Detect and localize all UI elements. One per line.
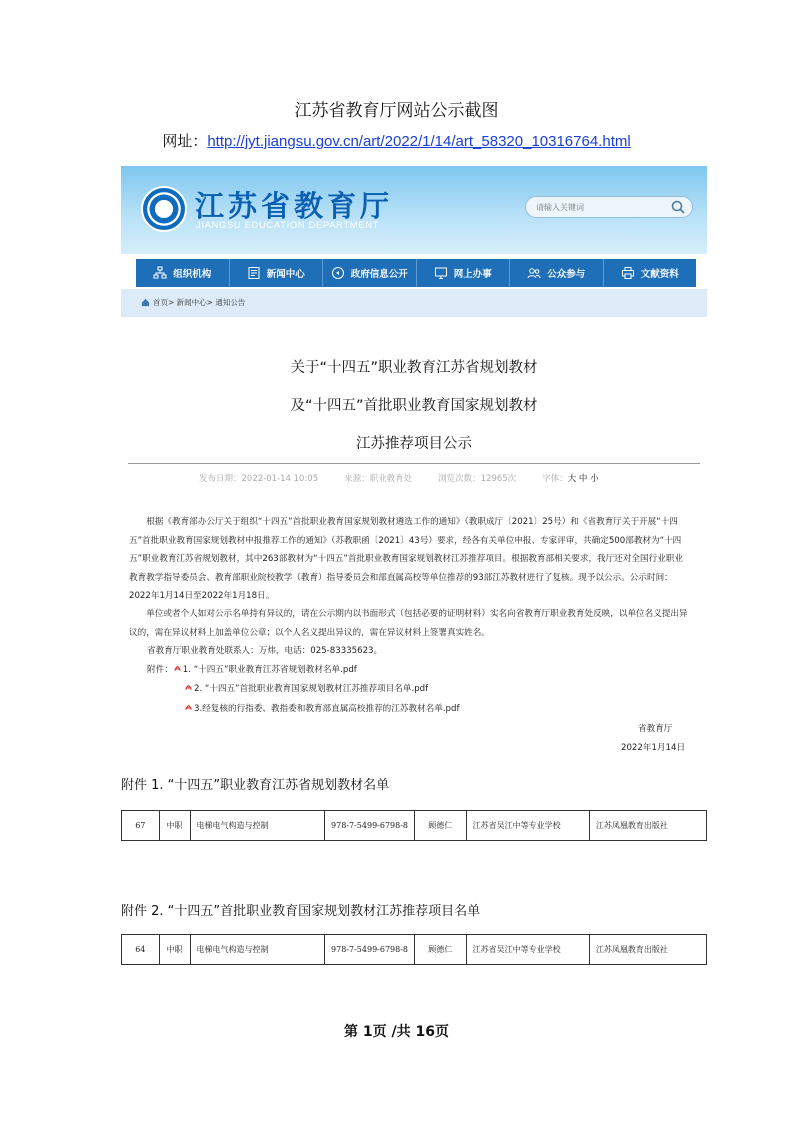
cell-index: 67 xyxy=(122,811,160,841)
nav-public[interactable] xyxy=(510,259,604,287)
table-1-crop xyxy=(121,810,707,842)
table-row xyxy=(122,811,707,841)
document-title: 江苏省教育厅网站公示截图 xyxy=(294,101,499,121)
signature: 省教育厅 xyxy=(638,724,673,734)
breadcrumb xyxy=(141,297,245,308)
cell-level: 中职 xyxy=(159,935,190,965)
attachment-row-1 xyxy=(147,663,357,675)
section-2-title: 附件 2. “十四五”首批职业教育国家规划教材江苏推荐项目名单 xyxy=(121,904,481,919)
search-input[interactable] xyxy=(536,200,656,214)
nav-info[interactable] xyxy=(323,259,417,287)
nav-info-label: 政府信息公开 xyxy=(350,269,408,280)
contact-line: 省教育厅职业教育处联系人：万炜，电话：025-83335623。 xyxy=(147,646,383,656)
attachment-link-3[interactable]: 3.经复核的行指委、教指委和教育部直属高校推荐的江苏教材名单.pdf xyxy=(194,704,460,714)
page-footer: 第 1页 /共 16页 xyxy=(344,1024,449,1040)
site-name-en: JIANGSU EDUCATION DEPARTMENT xyxy=(196,220,380,231)
cell-publisher: 江苏凤凰教育出版社 xyxy=(589,935,706,965)
cell-level: 中职 xyxy=(159,811,190,841)
attachment-link-1[interactable]: 1. “十四五”职业教育江苏省规划教材名单.pdf xyxy=(182,665,357,675)
title-divider xyxy=(128,463,700,464)
cell-isbn: 978-7-5499-6798-8 xyxy=(325,811,415,841)
url-label: 网址： xyxy=(162,132,208,150)
cell-book-title: 电梯电气构造与控制 xyxy=(190,935,325,965)
cell-school: 江苏省吴江中等专业学校 xyxy=(466,935,589,965)
website-screenshot xyxy=(121,166,707,766)
table-1 xyxy=(121,810,707,841)
news-icon xyxy=(247,266,261,280)
nav-news-label: 新闻中心 xyxy=(266,269,305,280)
search-box xyxy=(525,196,693,218)
cell-author: 顾德仁 xyxy=(415,935,467,965)
font-size-label: 字体： xyxy=(542,474,568,484)
info-icon xyxy=(331,266,345,280)
attachments-label: 附件： xyxy=(147,665,173,675)
site-header xyxy=(121,166,707,254)
body-paragraph-1: 根据《教育部办公厅关于组织“十四五”首批职业教育国家规划教材遴选工作的通知》（教职成厅〔2021〕25号）和《省教育厅关于开展“十四五”首批职业教育国家规划教材申报推荐工作的通知》（苏教职函〔2021〕43号）要求，经各有关单位申报、专家评审，共确定500部教材为“十四五”职业教育江苏省规划教材，其中263部教材为“十四五”首批职业教育国家规划教材江苏推荐项目。根据教育部相关要求，我厅还对全国行业职业教育教学指导委员会、教育部职业院校教学（教育）指导委员会和部直属高校等单位推荐的93部江苏教材进行了复核。现予以公示。公示时间：2022年1月14日至2022年1月18日。 xyxy=(129,517,683,601)
nav-public-label: 公众参与 xyxy=(547,269,586,280)
cell-isbn: 978-7-5499-6798-8 xyxy=(325,935,415,965)
attachment-row-2 xyxy=(184,682,428,694)
nav-org[interactable] xyxy=(136,259,230,287)
pdf-icon xyxy=(173,663,182,673)
pdf-icon xyxy=(184,682,193,692)
section-1-title: 附件 1. “十四五”职业教育江苏省规划教材名单 xyxy=(121,778,390,793)
monitor-icon xyxy=(434,266,448,280)
cell-author: 顾德仁 xyxy=(415,811,467,841)
article-title-line-1: 关于“十四五”职业教育江苏省规划教材 xyxy=(290,360,538,376)
signature-date: 2022年1月14日 xyxy=(621,743,686,753)
cell-school: 江苏省吴江中等专业学校 xyxy=(466,811,589,841)
home-icon xyxy=(141,298,150,307)
breadcrumb-text[interactable]: 首页> 新闻中心> 通知公告 xyxy=(153,298,246,307)
article-source: 来源：职业教育处 xyxy=(344,474,413,484)
article-title-line-2: 及“十四五”首批职业教育国家规划教材 xyxy=(290,398,538,414)
nav-online[interactable] xyxy=(417,259,511,287)
body-paragraph-2: 单位或者个人如对公示名单持有异议的，请在公示期内以书面形式（包括必要的证明材料）实名向省教育厅职业教育处反映，以单位名义提出异议的，需在异议材料上加盖单位公章；以个人名义提出异议的，需在异议材料上签署真实姓名。 xyxy=(129,609,688,638)
attachment-link-2[interactable]: 2. “十四五”首批职业教育国家规划教材江苏推荐项目名单.pdf xyxy=(194,684,429,694)
printer-icon xyxy=(621,266,635,280)
main-nav xyxy=(136,259,696,287)
search-icon[interactable] xyxy=(670,199,686,215)
article-title-line-3: 江苏推荐项目公示 xyxy=(356,436,472,452)
url-line xyxy=(0,130,793,151)
nav-news[interactable] xyxy=(230,259,324,287)
site-name: 江苏省教育厅 xyxy=(195,189,394,223)
font-size-switch[interactable]: 大 中 小 xyxy=(567,474,599,484)
emblem-icon xyxy=(141,186,187,232)
nav-online-label: 网上办事 xyxy=(453,269,492,280)
table-2 xyxy=(121,934,707,965)
nav-docs[interactable] xyxy=(604,259,697,287)
breadcrumb-bar xyxy=(121,289,707,317)
pdf-icon xyxy=(184,702,193,712)
table-row xyxy=(122,935,707,965)
cell-publisher: 江苏凤凰教育出版社 xyxy=(589,811,706,841)
nav-org-label: 组织机构 xyxy=(173,269,212,280)
source-url-link[interactable]: http://jyt.jiangsu.gov.cn/art/2022/1/14/art_58320_10316764.html xyxy=(207,133,631,150)
people-icon xyxy=(527,266,541,280)
publish-date: 发布日期：2022-01-14 10:05 xyxy=(199,474,319,484)
article-meta xyxy=(199,472,599,484)
nav-docs-label: 文献资料 xyxy=(640,269,679,280)
attachment-row-3 xyxy=(184,702,460,714)
view-count: 浏览次数：12965次 xyxy=(438,474,517,484)
cell-index: 64 xyxy=(122,935,160,965)
table-2-crop xyxy=(121,934,707,966)
org-icon xyxy=(153,266,167,280)
cell-book-title: 电梯电气构造与控制 xyxy=(190,811,325,841)
